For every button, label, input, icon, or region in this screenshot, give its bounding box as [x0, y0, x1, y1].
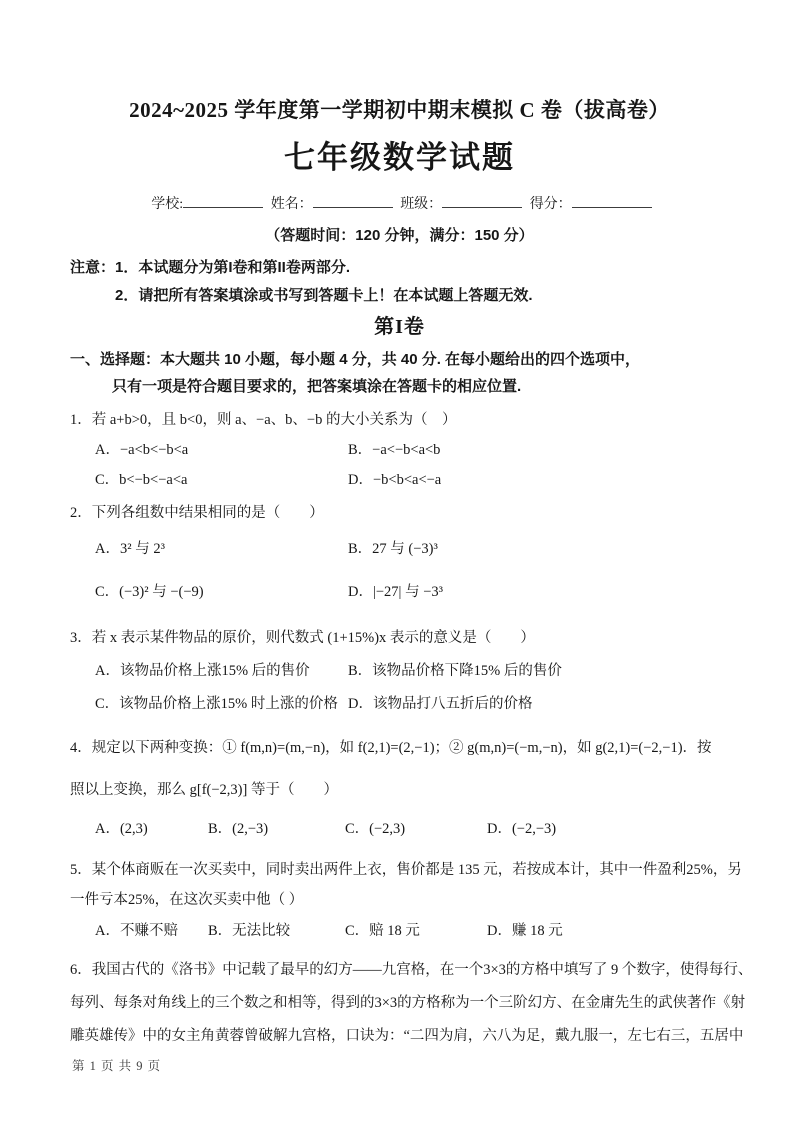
question-1-options [95, 435, 729, 495]
score-label: 得分： [529, 197, 572, 212]
question-2-stem: 2．下列各组数中结果相同的是（ ） [70, 505, 324, 521]
question-1-option-c: C．b<−b<−a<a [95, 472, 188, 488]
section-intro-line-1: 一、选择题：本大题共 10 小题，每小题 4 分，共 40 分. 在每小题给出的四个选项中， [70, 351, 641, 368]
score-blank [572, 193, 652, 208]
question-4-options [95, 811, 729, 847]
question-5-option-d: D．赚 18 元 [487, 923, 563, 939]
question-5-option-b: B．无法比较 [208, 923, 291, 939]
question-3-option-a: A．该物品价格上涨15% 后的售价 [95, 663, 310, 679]
question-3-option-d: D．该物品打八五折后的价格 [348, 696, 533, 712]
question-2-option-d: D．|−27| 与 −3³ [348, 584, 443, 600]
class-blank [442, 193, 522, 208]
question-1-option-d: D．−b<b<a<−a [348, 472, 442, 488]
page-footer: 第 1 页 共 9 页 [72, 1059, 162, 1073]
section-intro-line-2: 只有一项是符合题目要求的，把答案填涂在答题卡的相应位置. [112, 378, 522, 395]
question-1-option-a: A．−a<b<−b<a [95, 442, 189, 458]
question-6-stem-line-3: 雕英雄传》中的女主角黄蓉曾破解九宫格，口诀为：“二四为肩，六八为足，戴九服一，左七右三，五居中 [70, 1028, 744, 1044]
question-5 [70, 855, 742, 947]
exam-time-info: （答题时间：120 分钟，满分：150 分） [265, 227, 534, 244]
question-4-stem-line-1: 4．规定以下两种变换：① f(m,n)=(m,−n)，如 f(2,1)=(2,−1)；② g(m,n)=(−m,−n)，如 g(2,1)=(−2,−1)．按 [70, 740, 712, 756]
question-3 [70, 622, 729, 721]
question-1-option-b: B．−a<−b<a<b [348, 442, 441, 458]
question-1-stem: 1．若 a+b>0，且 b<0，则 a、−a、b、−b 的大小关系为（ ） [70, 412, 457, 428]
school-blank [183, 193, 263, 208]
question-4-option-b: B．(2,−3) [208, 821, 269, 837]
question-4-option-c: C．(−2,3) [345, 821, 406, 837]
notice-line-2: 2．请把所有答案填涂或书写到答题卡上！在本试题上答题无效. [115, 287, 533, 304]
part-1-title: 第I卷 [374, 316, 425, 338]
question-6 [70, 954, 753, 1053]
question-5-option-a: A．不赚不赔 [95, 923, 178, 939]
question-3-option-c: C．该物品价格上涨15% 时上涨的价格 [95, 696, 338, 712]
question-2-option-a: A．3² 与 2³ [95, 541, 165, 557]
question-5-options [95, 915, 729, 947]
question-4 [70, 727, 729, 847]
question-5-stem-line-1: 5．某个体商贩在一次买卖中，同时卖出两件上衣，售价都是 135 元，若按成本计，其中一件盈利25%，另 [70, 862, 742, 878]
question-5-option-c: C．赔 18 元 [345, 923, 420, 939]
question-4-stem-line-2: 照以上变换，那么 g[f(−2,3)] 等于（ ） [70, 782, 338, 798]
name-label: 姓名： [270, 197, 313, 212]
notice-line-1: 注意：1．本试题分为第I卷和第II卷两部分. [70, 259, 351, 276]
question-2 [70, 498, 729, 614]
student-info-row [70, 193, 729, 213]
question-2-option-c: C．(−3)² 与 −(−9) [95, 584, 204, 600]
page-subtitle: 七年级数学试题 [284, 140, 515, 175]
question-2-option-b: B．27 与 (−3)³ [348, 541, 438, 557]
question-3-option-b: B．该物品价格下降15% 后的售价 [348, 663, 562, 679]
question-6-stem-line-2: 每列、每条对角线上的三个数之和相等，得到的3×3的方格称为一个三阶幻方、在金庸先生的武侠著作《射 [70, 995, 746, 1011]
question-4-option-a: A．(2,3) [95, 821, 148, 837]
name-blank [313, 193, 393, 208]
question-6-stem-line-1: 6．我国古代的《洛书》中记载了最早的幻方——九宫格，在一个3×3的方格中填写了 9 个数字，使得每行、 [70, 962, 753, 978]
page-title: 2024~2025 学年度第一学期初中期末模拟 C 卷（拔高卷） [129, 98, 670, 122]
question-2-options [95, 528, 729, 614]
question-4-option-d: D．(−2,−3) [487, 821, 557, 837]
question-5-stem-line-2: 一件亏本25%，在这次买卖中他（ ） [70, 892, 304, 908]
question-3-stem: 3．若 x 表示某件物品的原价，则代数式 (1+15%)x 表示的意义是（ ） [70, 630, 535, 646]
question-1 [70, 405, 729, 495]
school-label: 学校: [151, 197, 184, 212]
question-3-options [95, 655, 729, 721]
class-label: 班级： [400, 197, 443, 212]
